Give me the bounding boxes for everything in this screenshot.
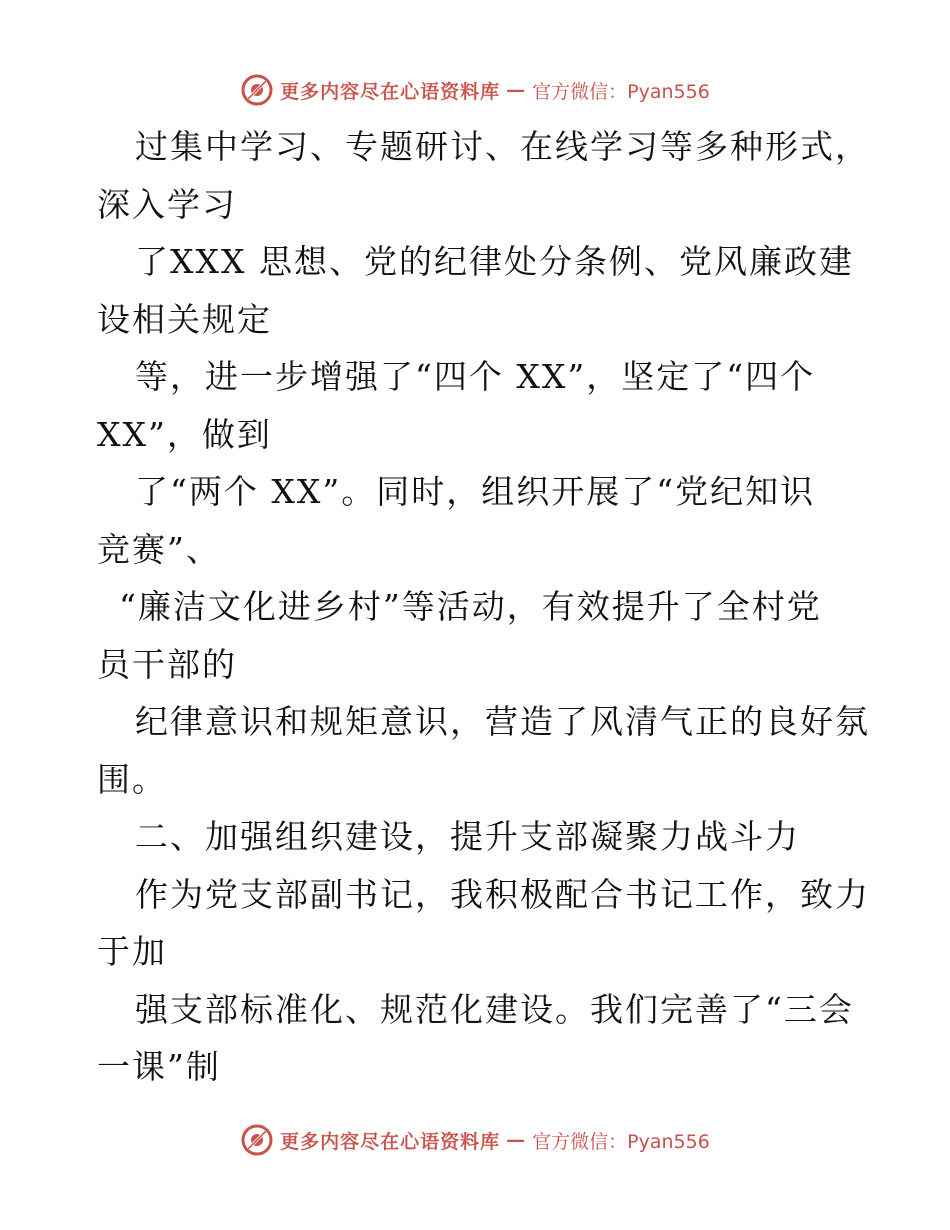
text-line: 纪律意识和规矩意识，营造了风清气正的良好氛 xyxy=(135,702,870,741)
text-line: 了“两个 XX”。同时，组织开展了“党纪知识 xyxy=(135,472,816,511)
header-watermark xyxy=(0,72,950,108)
watermark-main-text: 更多内容尽在心语资料库 xyxy=(280,80,501,103)
section-heading: 二、加强组织建设，提升支部凝聚力战斗力 xyxy=(135,817,800,856)
watermark-dash: — xyxy=(506,79,527,101)
text-line: 竞赛”、 xyxy=(97,529,221,569)
footer-watermark xyxy=(0,1122,950,1158)
document-body xyxy=(97,118,870,1096)
text-line: 于加 xyxy=(97,932,167,971)
watermark-wechat-text: 官方微信：Pyan556 xyxy=(532,80,710,103)
feather-pen-logo-icon xyxy=(240,73,274,107)
watermark-main-text: 更多内容尽在心语资料库 xyxy=(280,1130,501,1153)
text-line: 员干部的 xyxy=(97,644,237,684)
text-line: 等，进一步增强了“四个 XX”，坚定了“四个 xyxy=(135,357,816,396)
text-line: 围。 xyxy=(97,759,167,799)
text-line: 过集中学习、专题研讨、在线学习等多种形式， xyxy=(135,127,870,166)
watermark-dash: — xyxy=(506,1129,527,1151)
text-line: 一课”制 xyxy=(97,1047,221,1086)
text-line: 设相关规定 xyxy=(97,299,272,339)
text-line: 强支部标准化、规范化建设。我们完善了“三会 xyxy=(135,989,854,1029)
text-line: 深入学习 xyxy=(97,184,237,224)
feather-pen-logo-icon xyxy=(240,1123,274,1157)
text-line: 了XXX 思想、党的纪律处分条例、党风廉政建 xyxy=(135,242,854,281)
text-line: “廉洁文化进乡村”等活动，有效提升了全村党 xyxy=(119,587,822,626)
text-line: 作为党支部副书记，我积极配合书记工作，致力 xyxy=(135,874,870,914)
text-line: XX”，做到 xyxy=(97,414,272,454)
watermark-wechat-text: 官方微信：Pyan556 xyxy=(532,1130,710,1153)
